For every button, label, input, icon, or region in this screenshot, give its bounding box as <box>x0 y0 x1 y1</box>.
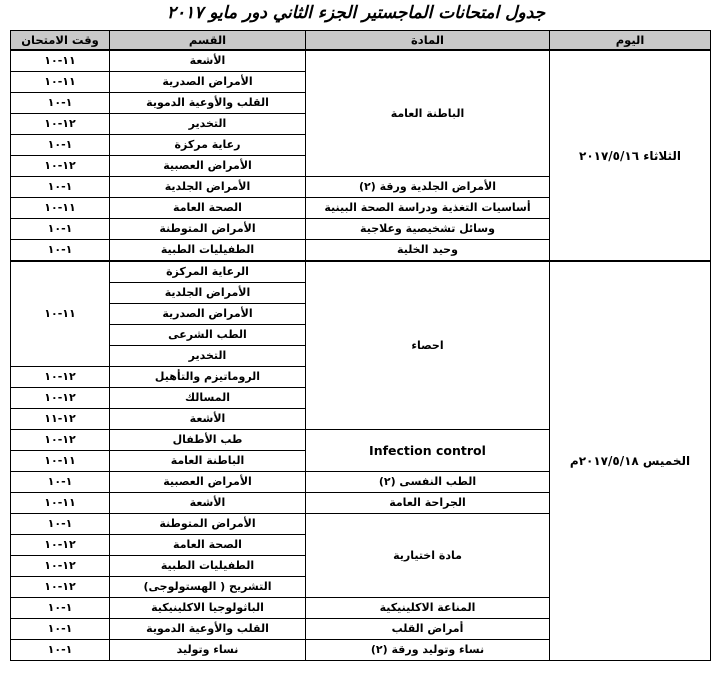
subject-cell: الباطنة العامة <box>306 50 550 177</box>
exam-schedule-table <box>10 30 711 661</box>
page-title: جدول امتحانات الماجستير الجزء الثاني دور مايو ٢٠١٧ <box>166 3 546 23</box>
department-cell: الرعاية المركزة <box>110 261 306 283</box>
department-cell: الأمراض الجلدية <box>110 283 306 304</box>
subject-cell: مادة اختيارية <box>306 514 550 598</box>
time-cell: ١-١٠ <box>11 135 110 156</box>
table-row <box>11 50 711 72</box>
department-cell: الباطنة العامة <box>110 451 306 472</box>
subject-cell: أساسيات التغذية ودراسة الصحة البينية <box>306 198 550 219</box>
time-cell: ١١-١٠ <box>11 72 110 93</box>
department-cell: الروماتيزم والتأهيل <box>110 367 306 388</box>
subject-cell: الأمراض الجلدية ورقة (٢) <box>306 177 550 198</box>
table-header-row <box>11 31 711 51</box>
department-cell: التخدير <box>110 114 306 135</box>
time-cell: ١١-١٠ <box>11 261 110 367</box>
subject-cell: المناعة الاكلينيكية <box>306 598 550 619</box>
time-cell: ١١-١٠ <box>11 451 110 472</box>
time-cell: ١-١٠ <box>11 472 110 493</box>
department-cell: القلب والأوعية الدموية <box>110 93 306 114</box>
subject-cell: الطب النفسى (٢) <box>306 472 550 493</box>
department-cell: الأمراض الصدرية <box>110 304 306 325</box>
time-cell: ١٢-١٠ <box>11 535 110 556</box>
header-subject: المادة <box>306 31 550 51</box>
department-cell: الأشعة <box>110 493 306 514</box>
department-cell: الأمراض الجلدية <box>110 177 306 198</box>
table-body <box>11 50 711 661</box>
day-cell: الثلاثاء ٢٠١٧/٥/١٦ <box>550 50 711 261</box>
day-cell: الخميس ٢٠١٧/٥/١٨م <box>550 261 711 661</box>
subject-cell: الجراحة العامة <box>306 493 550 514</box>
table-row <box>11 261 711 283</box>
header-time: وقت الامتحان <box>11 31 110 51</box>
time-cell: ١-١٠ <box>11 598 110 619</box>
department-cell: الطفيليات الطبية <box>110 240 306 262</box>
time-cell: ١١-١٠ <box>11 198 110 219</box>
department-cell: الأمراض الصدرية <box>110 72 306 93</box>
time-cell: ١-١٠ <box>11 177 110 198</box>
time-cell: ١٢-١١ <box>11 409 110 430</box>
department-cell: الأشعة <box>110 409 306 430</box>
time-cell: ١٢-١٠ <box>11 577 110 598</box>
subject-cell: وسائل تشخيصية وعلاجية <box>306 219 550 240</box>
department-cell: الأمراض العصبية <box>110 472 306 493</box>
department-cell: الباثولوجيا الاكلينيكية <box>110 598 306 619</box>
header-department: القسم <box>110 31 306 51</box>
department-cell: التشريح ( الهستولوجى) <box>110 577 306 598</box>
department-cell: الصحة العامة <box>110 198 306 219</box>
time-cell: ١٢-١٠ <box>11 367 110 388</box>
department-cell: رعاية مركزة <box>110 135 306 156</box>
department-cell: نساء وتوليد <box>110 640 306 661</box>
header-day: اليوم <box>550 31 711 51</box>
department-cell: طب الأطفال <box>110 430 306 451</box>
time-cell: ١٢-١٠ <box>11 430 110 451</box>
time-cell: ١-١٠ <box>11 619 110 640</box>
department-cell: الأمراض المتوطنة <box>110 219 306 240</box>
time-cell: ١-١٠ <box>11 514 110 535</box>
time-cell: ١٢-١٠ <box>11 156 110 177</box>
time-cell: ١-١٠ <box>11 240 110 262</box>
department-cell: التخدير <box>110 346 306 367</box>
time-cell: ١-١٠ <box>11 93 110 114</box>
time-cell: ١-١٠ <box>11 219 110 240</box>
subject-cell: Infection control <box>306 430 550 472</box>
department-cell: الأمراض العصبية <box>110 156 306 177</box>
department-cell: الطب الشرعى <box>110 325 306 346</box>
subject-cell: وحيد الخلية <box>306 240 550 262</box>
department-cell: الأشعة <box>110 50 306 72</box>
department-cell: الصحة العامة <box>110 535 306 556</box>
time-cell: ١١-١٠ <box>11 493 110 514</box>
time-cell: ١-١٠ <box>11 640 110 661</box>
time-cell: ١١-١٠ <box>11 50 110 72</box>
time-cell: ١٢-١٠ <box>11 114 110 135</box>
department-cell: القلب والأوعية الدموية <box>110 619 306 640</box>
department-cell: المسالك <box>110 388 306 409</box>
subject-cell: أمراض القلب <box>306 619 550 640</box>
subject-cell: احصاء <box>306 261 550 430</box>
time-cell: ١٢-١٠ <box>11 388 110 409</box>
department-cell: الأمراض المتوطنة <box>110 514 306 535</box>
time-cell: ١٢-١٠ <box>11 556 110 577</box>
subject-cell: نساء وتوليد ورقة (٢) <box>306 640 550 661</box>
department-cell: الطفيليات الطبية <box>110 556 306 577</box>
